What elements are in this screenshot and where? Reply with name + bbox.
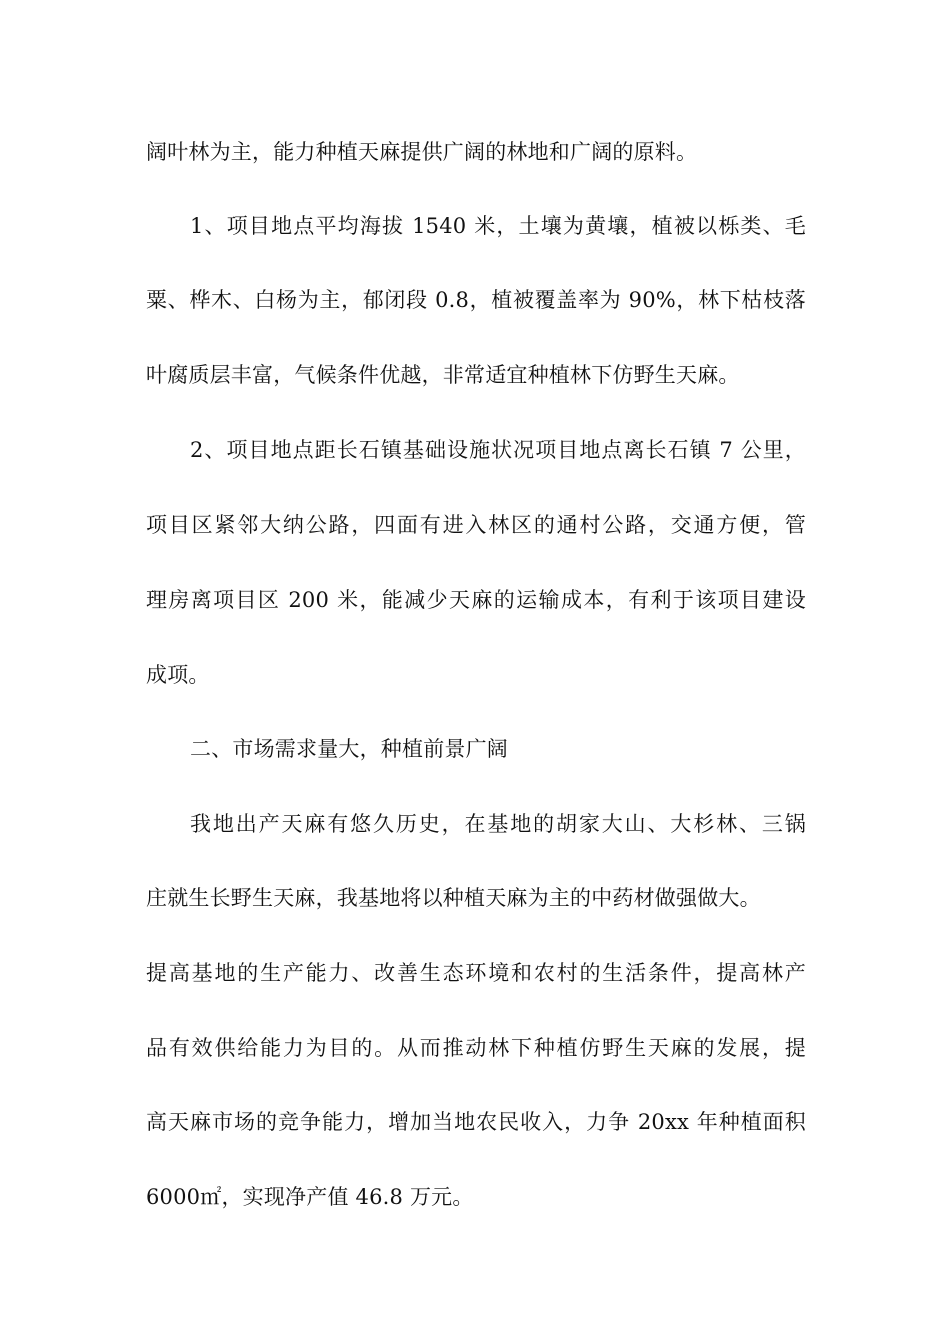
text-line: 高天麻市场的竞争能力，增加当地农民收入，力争 20xx 年种植面积 — [146, 1110, 806, 1134]
text-line: 成项。 — [146, 663, 210, 687]
text-line: 项目区紧邻大纳公路，四面有进入林区的通村公路，交通方便，管 — [146, 513, 806, 537]
text-line: 粟、桦木、白杨为主，郁闭段 0.8，植被覆盖率为 90%，林下枯枝落 — [146, 288, 806, 312]
text-line: 庄就生长野生天麻，我基地将以种植天麻为主的中药材做强做大。 — [146, 886, 761, 910]
text-line: 6000㎡，实现净产值 46.8 万元。 — [146, 1185, 474, 1209]
text-line: 品有效供给能力为目的。从而推动林下种植仿野生天麻的发展，提 — [146, 1036, 806, 1060]
section-heading: 二、市场需求量大，种植前景广阔 — [190, 737, 508, 761]
text-line: 1、项目地点平均海拔 1540 米，土壤为黄壤，植被以栎类、毛 — [190, 214, 806, 238]
text-line: 理房离项目区 200 米，能减少天麻的运输成本，有利于该项目建设 — [146, 588, 806, 612]
text-line: 我地出产天麻有悠久历史，在基地的胡家大山、大杉林、三锅 — [190, 812, 806, 836]
text-line: 阔叶林为主，能力种植天麻提供广阔的林地和广阔的原料。 — [146, 140, 698, 164]
text-line: 叶腐质层丰富，气候条件优越，非常适宜种植林下仿野生天麻。 — [146, 363, 740, 387]
text-line: 2、项目地点距长石镇基础设施状况项目地点离长石镇 7 公里， — [190, 438, 806, 462]
text-line: 提高基地的生产能力、改善生态环境和农村的生活条件，提高林产 — [146, 961, 806, 985]
